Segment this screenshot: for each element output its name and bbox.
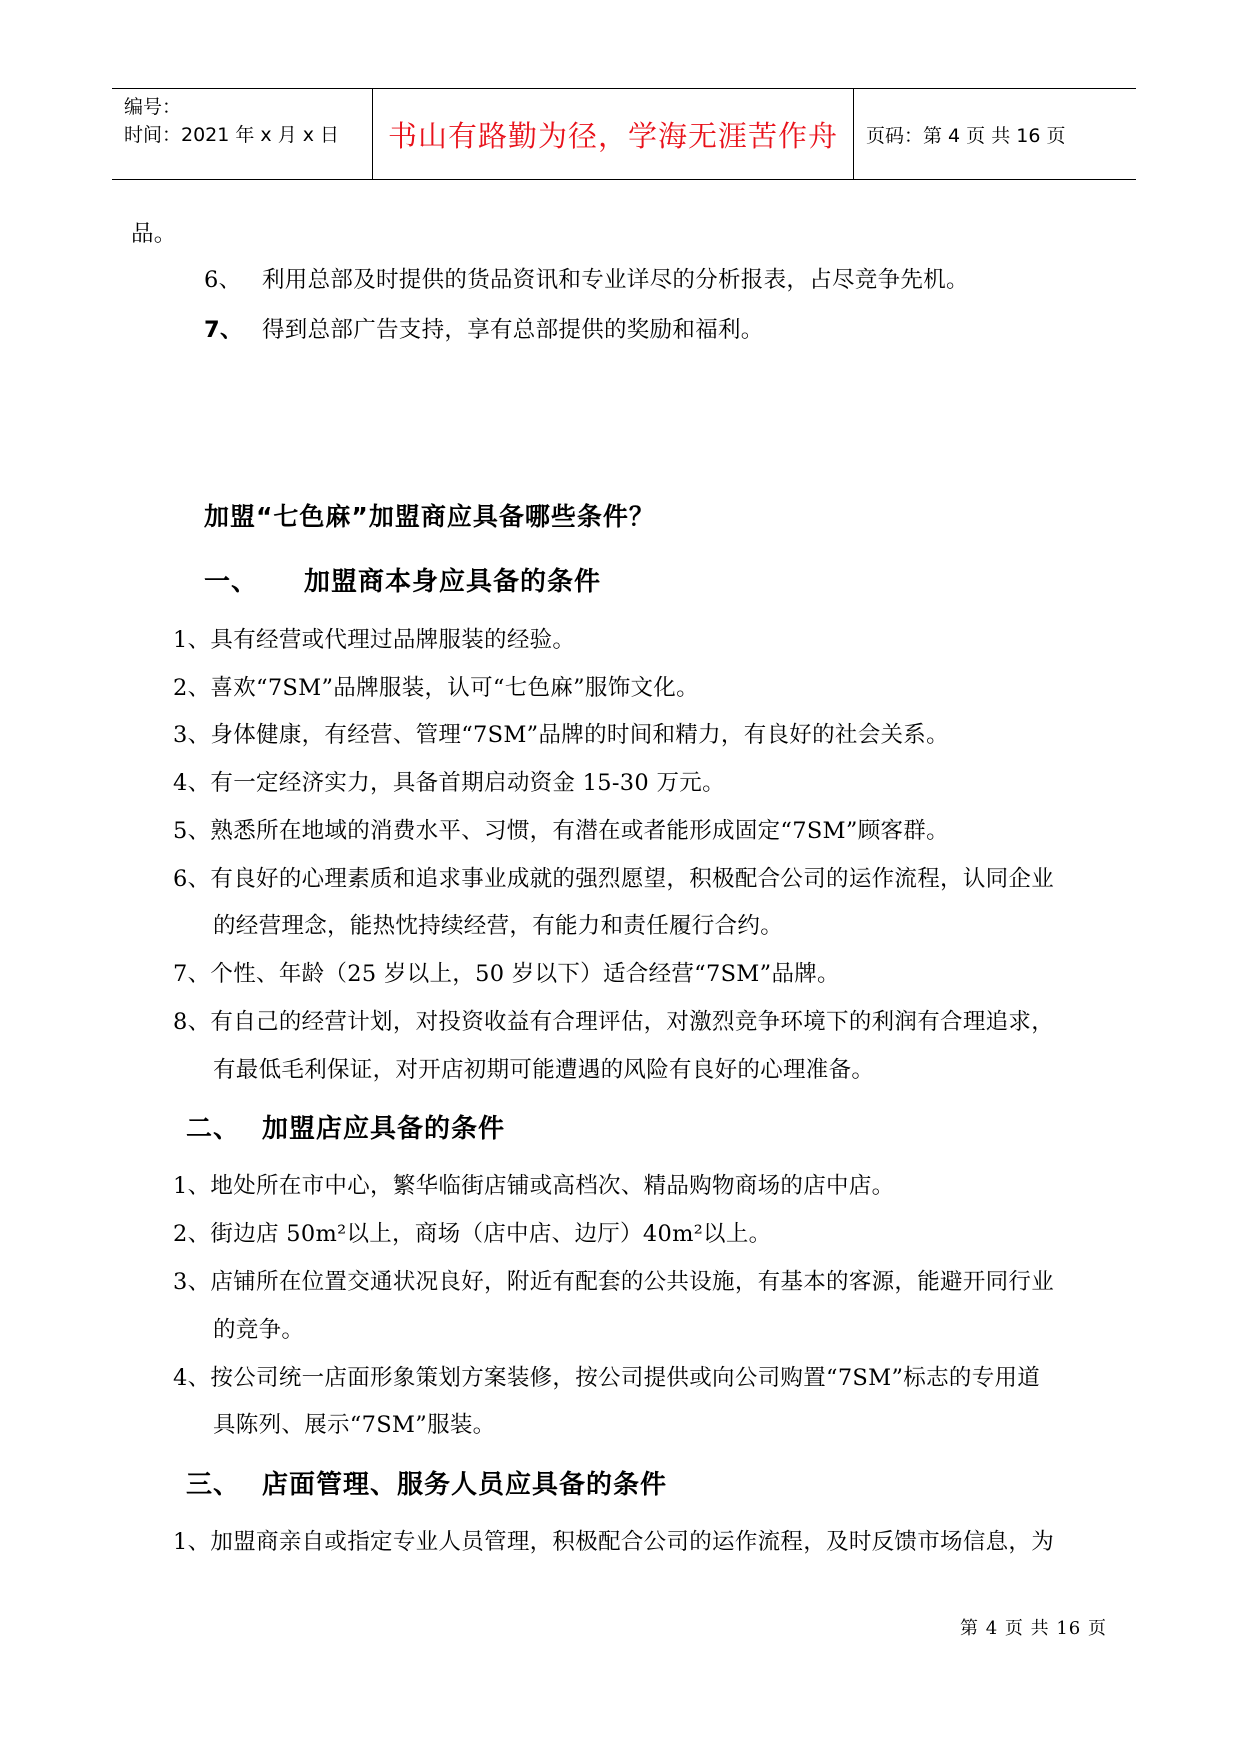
- section-1-item: 5、熟悉所在地域的消费水平、习惯，有潜在或者能形成固定“7SM”顾客群。: [173, 818, 949, 844]
- section-1-item: 7、个性、年龄（25 岁以上，50 岁以下）适合经营“7SM”品牌。: [173, 961, 840, 987]
- section-3-title: 店面管理、服务人员应具备的条件: [262, 1470, 668, 1500]
- document-header: [112, 88, 1136, 180]
- header-page-info: 页码：第 4 页 共 16 页: [866, 124, 1066, 147]
- section-2-item: 4、按公司统一店面形象策划方案装修，按公司提供或向公司购置“7SM”标志的专用道: [173, 1365, 1041, 1391]
- section-2-title: 加盟店应具备的条件: [262, 1114, 506, 1144]
- list-item-6-number: 6、: [204, 267, 242, 293]
- section-1-item: 1、具有经营或代理过品牌服装的经验。: [173, 627, 576, 653]
- section-1-item: 2、喜欢“7SM”品牌服装，认可“七色麻”服饰文化。: [173, 675, 699, 701]
- section-1-title: 加盟商本身应具备的条件: [304, 567, 602, 597]
- section-1-item: 8、有自己的经营计划，对投资收益有合理评估，对激烈竞争环境下的利润有合理追求，: [173, 1009, 1055, 1035]
- section-2-number: 二、: [186, 1114, 241, 1144]
- section-1-item: 4、有一定经济实力，具备首期启动资金 15-30 万元。: [173, 770, 725, 796]
- section-3-number: 三、: [186, 1470, 241, 1500]
- section-1-item: 3、身体健康，有经营、管理“7SM”品牌的时间和精力，有良好的社会关系。: [173, 722, 949, 748]
- section-1-item-continuation: 有最低毛利保证，对开店初期可能遭遇的风险有良好的心理准备。: [213, 1057, 875, 1083]
- header-motto: 书山有路勤为径，学海无涯苦作舟: [372, 89, 854, 179]
- section-2-item: 2、街边店 50m²以上，商场（店中店、边厅）40m²以上。: [173, 1221, 772, 1247]
- section-1-number: 一、: [204, 567, 259, 597]
- section-1-item: 6、有良好的心理素质和追求事业成就的强烈愿望，积极配合公司的运作流程，认同企业: [173, 866, 1055, 892]
- list-item-6-text: 利用总部及时提供的货品资讯和专业详尽的分析报表，占尽竞争先机。: [262, 267, 969, 293]
- number-label: 编号：: [124, 96, 182, 118]
- section-2-item: 3、店铺所在位置交通状况良好，附近有配套的公共设施，有基本的客源，能避开同行业: [173, 1269, 1055, 1295]
- section-2-item-continuation: 的竞争。: [213, 1317, 305, 1343]
- time-label: 时间：2021 年 x 月 x 日: [124, 124, 340, 146]
- list-item-7-text: 得到总部广告支持，享有总部提供的奖励和福利。: [262, 317, 764, 343]
- list-item-7-number: 7、: [204, 317, 243, 343]
- section-2-item: 1、地处所在市中心，繁华临街店铺或高档次、精品购物商场的店中店。: [173, 1173, 895, 1199]
- section-1-item-continuation: 的经营理念，能热忱持续经营，有能力和责任履行合约。: [213, 913, 784, 939]
- page-footer: 第 4 页 共 16 页: [960, 1618, 1107, 1639]
- continuation-text: 品。: [131, 221, 177, 247]
- question-title: 加盟“七色麻”加盟商应具备哪些条件？: [204, 502, 655, 531]
- section-2-item-continuation: 具陈列、展示“7SM”服装。: [213, 1412, 496, 1438]
- header-meta: [112, 89, 372, 179]
- section-3-item: 1、加盟商亲自或指定专业人员管理，积极配合公司的运作流程，及时反馈市场信息，为: [173, 1529, 1055, 1555]
